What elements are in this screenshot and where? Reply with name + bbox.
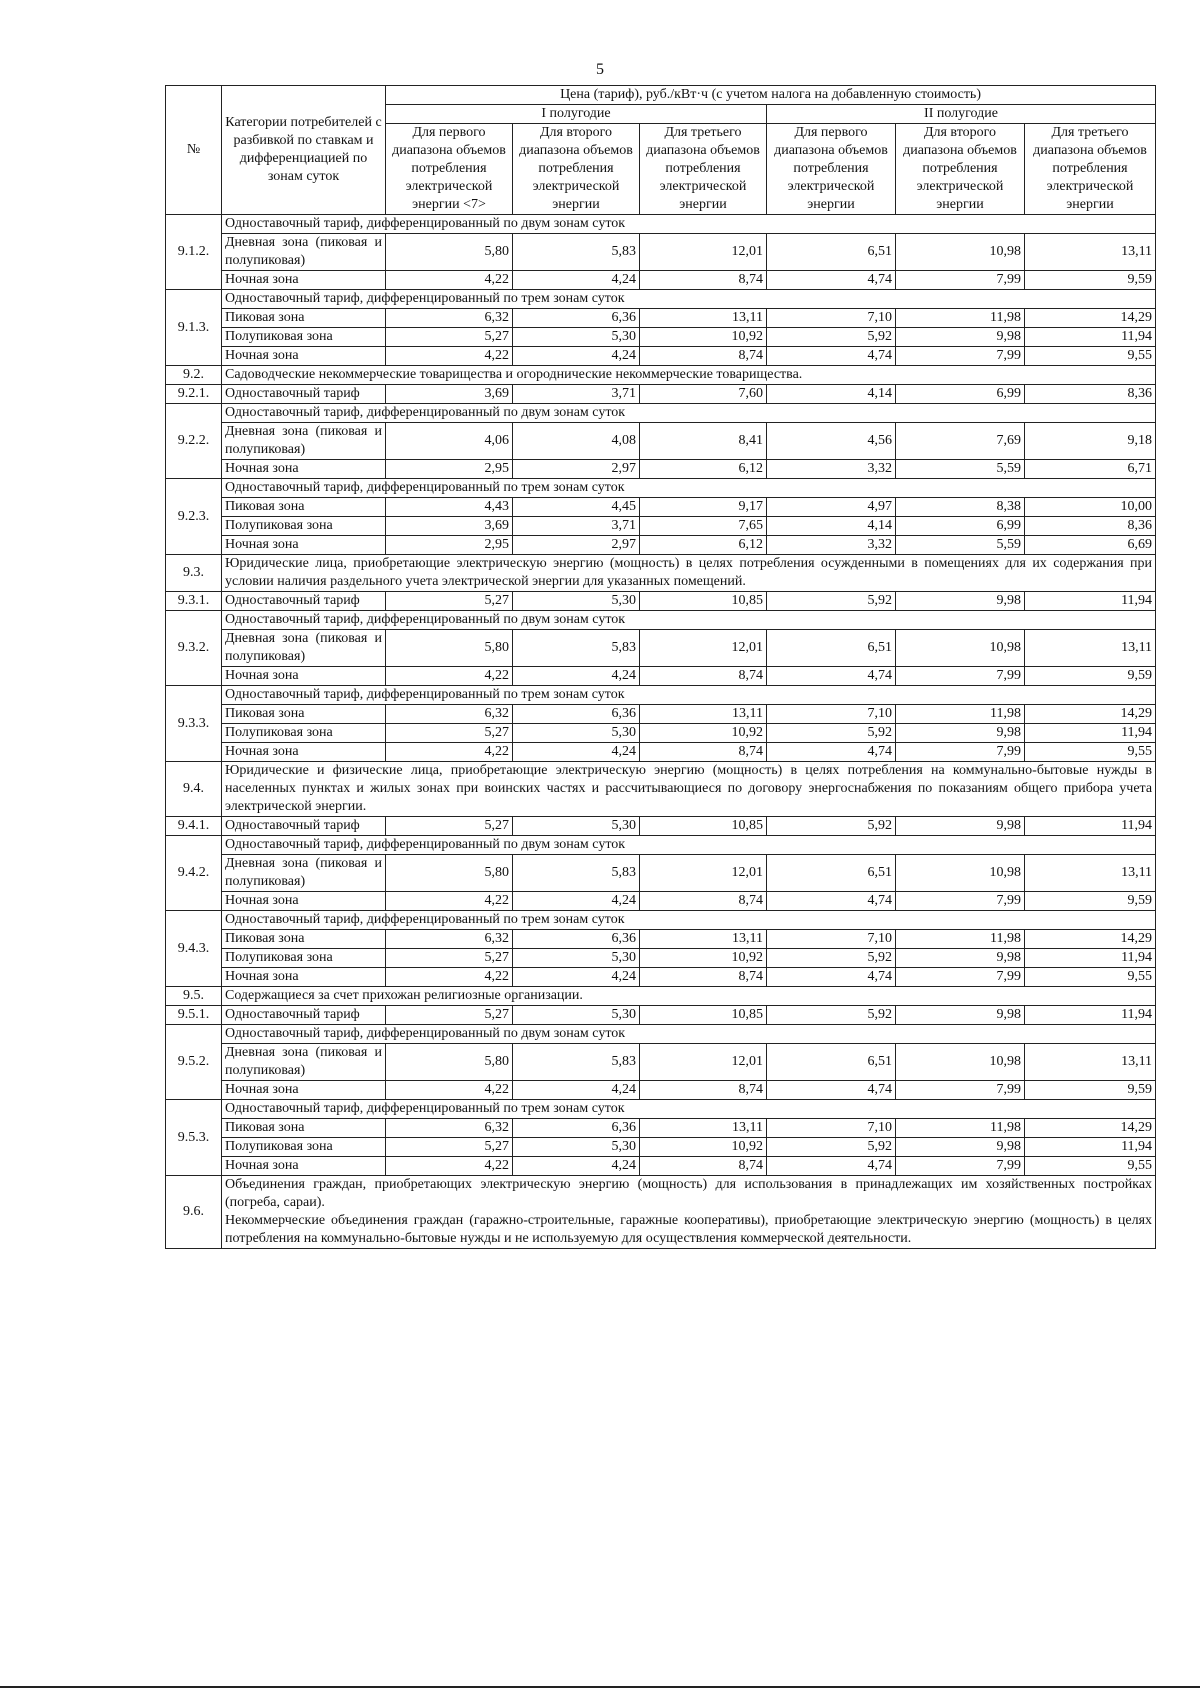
price-cell: 4,24 bbox=[513, 347, 640, 366]
zone-label: Пиковая зона bbox=[222, 705, 386, 724]
price-cell: 8,74 bbox=[640, 347, 767, 366]
price-cell: 4,74 bbox=[767, 892, 896, 911]
price-cell: 14,29 bbox=[1025, 309, 1156, 328]
price-cell: 4,24 bbox=[513, 892, 640, 911]
price-cell: 5,92 bbox=[767, 817, 896, 836]
price-cell: 9,98 bbox=[896, 592, 1025, 611]
row-number: 9.2.3. bbox=[166, 479, 222, 555]
zone-label: Дневная зона (пиковая и полупиковая) bbox=[222, 234, 386, 271]
table-row bbox=[166, 743, 1156, 762]
table-row bbox=[166, 1100, 1156, 1119]
range-header: Для третьего диапазона объемов потребления электрической энергии bbox=[1025, 124, 1156, 215]
price-cell: 7,10 bbox=[767, 930, 896, 949]
price-cell: 4,14 bbox=[767, 517, 896, 536]
zone-label: Полупиковая зона bbox=[222, 328, 386, 347]
zone-label: Пиковая зона bbox=[222, 309, 386, 328]
price-cell: 8,74 bbox=[640, 667, 767, 686]
tariff-type: Одноставочный тариф, дифференцированный по трем зонам суток bbox=[222, 479, 1156, 498]
tariff-type: Одноставочный тариф, дифференцированный по двум зонам суток bbox=[222, 1025, 1156, 1044]
price-cell: 5,27 bbox=[386, 1006, 513, 1025]
row-number: 9.1.3. bbox=[166, 290, 222, 366]
price-cell: 4,24 bbox=[513, 1081, 640, 1100]
header-row bbox=[166, 86, 1156, 105]
zone-label: Дневная зона (пиковая и полупиковая) bbox=[222, 423, 386, 460]
row-number: 9.2.1. bbox=[166, 385, 222, 404]
price-cell: 8,38 bbox=[896, 498, 1025, 517]
price-cell: 9,98 bbox=[896, 949, 1025, 968]
price-cell: 5,83 bbox=[513, 855, 640, 892]
zone-label: Ночная зона bbox=[222, 1157, 386, 1176]
price-cell: 7,99 bbox=[896, 892, 1025, 911]
price-cell: 4,56 bbox=[767, 423, 896, 460]
price-cell: 3,32 bbox=[767, 536, 896, 555]
tariff-type: Одноставочный тариф, дифференцированный по трем зонам суток bbox=[222, 686, 1156, 705]
price-cell: 13,11 bbox=[1025, 855, 1156, 892]
price-cell: 12,01 bbox=[640, 234, 767, 271]
row-number: 9.4.3. bbox=[166, 911, 222, 987]
price-cell: 9,17 bbox=[640, 498, 767, 517]
bottom-rule bbox=[0, 1686, 1200, 1688]
price-cell: 5,27 bbox=[386, 592, 513, 611]
price-cell: 6,12 bbox=[640, 536, 767, 555]
price-cell: 5,27 bbox=[386, 1138, 513, 1157]
row-number: 9.3.1. bbox=[166, 592, 222, 611]
table-row bbox=[166, 1138, 1156, 1157]
price-cell: 8,41 bbox=[640, 423, 767, 460]
price-cell: 10,92 bbox=[640, 949, 767, 968]
zone-label: Полупиковая зона bbox=[222, 724, 386, 743]
price-cell: 3,71 bbox=[513, 517, 640, 536]
table-row bbox=[166, 855, 1156, 892]
price-cell: 11,98 bbox=[896, 309, 1025, 328]
row-number: 9.3.3. bbox=[166, 686, 222, 762]
price-cell: 7,65 bbox=[640, 517, 767, 536]
price-cell: 6,36 bbox=[513, 309, 640, 328]
section-row bbox=[166, 366, 1156, 385]
table-row bbox=[166, 630, 1156, 667]
price-cell: 10,98 bbox=[896, 855, 1025, 892]
price-cell: 4,22 bbox=[386, 743, 513, 762]
price-cell: 4,43 bbox=[386, 498, 513, 517]
price-cell: 2,97 bbox=[513, 460, 640, 479]
price-cell: 14,29 bbox=[1025, 1119, 1156, 1138]
price-cell: 9,59 bbox=[1025, 667, 1156, 686]
zone-label: Дневная зона (пиковая и полупиковая) bbox=[222, 855, 386, 892]
price-cell: 4,22 bbox=[386, 271, 513, 290]
price-cell: 11,94 bbox=[1025, 328, 1156, 347]
price-cell: 6,32 bbox=[386, 1119, 513, 1138]
price-cell: 5,30 bbox=[513, 328, 640, 347]
section-title: Садоводческие некоммерческие товарищества и огороднические некоммерческие товарищества. bbox=[222, 366, 1156, 385]
price-cell: 9,98 bbox=[896, 817, 1025, 836]
table-row bbox=[166, 309, 1156, 328]
price-cell: 3,69 bbox=[386, 385, 513, 404]
price-cell: 12,01 bbox=[640, 855, 767, 892]
price-cell: 9,55 bbox=[1025, 1157, 1156, 1176]
price-cell: 8,74 bbox=[640, 271, 767, 290]
table-row bbox=[166, 423, 1156, 460]
price-cell: 13,11 bbox=[640, 309, 767, 328]
price-cell: 7,99 bbox=[896, 667, 1025, 686]
row-number: 9.4. bbox=[166, 762, 222, 817]
price-cell: 11,98 bbox=[896, 1119, 1025, 1138]
row-number: 9.5.2. bbox=[166, 1025, 222, 1100]
section-row bbox=[166, 1176, 1156, 1249]
zone-label: Полупиковая зона bbox=[222, 949, 386, 968]
table-row bbox=[166, 705, 1156, 724]
price-cell: 5,30 bbox=[513, 1006, 640, 1025]
price-cell: 5,92 bbox=[767, 724, 896, 743]
price-cell: 4,06 bbox=[386, 423, 513, 460]
price-cell: 12,01 bbox=[640, 630, 767, 667]
price-cell: 3,32 bbox=[767, 460, 896, 479]
table-row bbox=[166, 892, 1156, 911]
section-row bbox=[166, 555, 1156, 592]
price-cell: 5,83 bbox=[513, 1044, 640, 1081]
price-cell: 4,24 bbox=[513, 1157, 640, 1176]
price-cell: 6,51 bbox=[767, 234, 896, 271]
price-cell: 9,59 bbox=[1025, 1081, 1156, 1100]
price-cell: 4,74 bbox=[767, 347, 896, 366]
price-cell: 10,98 bbox=[896, 1044, 1025, 1081]
row-number: 9.4.1. bbox=[166, 817, 222, 836]
price-cell: 5,27 bbox=[386, 817, 513, 836]
section-title: Юридические лица, приобретающие электрическую энергию (мощность) в целях потребления осужденными в помещениях для их содержания при условии наличия раздельного учета электрической энергии для указанных помещений. bbox=[222, 555, 1156, 592]
zone-label: Пиковая зона bbox=[222, 930, 386, 949]
table-row bbox=[166, 1081, 1156, 1100]
row-number: 9.5.3. bbox=[166, 1100, 222, 1176]
price-cell: 4,08 bbox=[513, 423, 640, 460]
table-row bbox=[166, 1025, 1156, 1044]
price-cell: 13,11 bbox=[1025, 234, 1156, 271]
price-cell: 5,83 bbox=[513, 630, 640, 667]
price-cell: 13,11 bbox=[640, 1119, 767, 1138]
price-cell: 2,95 bbox=[386, 536, 513, 555]
price-cell: 11,98 bbox=[896, 705, 1025, 724]
price-cell: 3,71 bbox=[513, 385, 640, 404]
zone-label: Ночная зона bbox=[222, 1081, 386, 1100]
table-row bbox=[166, 517, 1156, 536]
price-cell: 4,24 bbox=[513, 667, 640, 686]
price-cell: 6,32 bbox=[386, 930, 513, 949]
row-number: 9.2.2. bbox=[166, 404, 222, 479]
price-cell: 13,11 bbox=[640, 930, 767, 949]
price-cell: 5,92 bbox=[767, 1006, 896, 1025]
price-cell: 4,74 bbox=[767, 1081, 896, 1100]
price-cell: 4,22 bbox=[386, 968, 513, 987]
price-cell: 7,60 bbox=[640, 385, 767, 404]
table-row bbox=[166, 385, 1156, 404]
price-cell: 7,99 bbox=[896, 743, 1025, 762]
price-cell: 11,98 bbox=[896, 930, 1025, 949]
table-row bbox=[166, 724, 1156, 743]
price-cell: 5,27 bbox=[386, 328, 513, 347]
tariff-type: Одноставочный тариф, дифференцированный по трем зонам суток bbox=[222, 1100, 1156, 1119]
section-paragraph: Некоммерческие объединения граждан (гаражно-строительные, гаражные кооперативы), приобретающие электрическую энергию (мощность) в целях потребления на коммунально-бытовые нужды и не используемую для осуществления коммерческой деятельности. bbox=[225, 1213, 1153, 1246]
price-cell: 7,69 bbox=[896, 423, 1025, 460]
price-cell: 13,11 bbox=[1025, 630, 1156, 667]
price-cell: 4,14 bbox=[767, 385, 896, 404]
price-cell: 6,99 bbox=[896, 517, 1025, 536]
range-header: Для второго диапазона объемов потребления электрической энергии bbox=[513, 124, 640, 215]
section-title bbox=[222, 1176, 1156, 1249]
price-cell: 10,98 bbox=[896, 234, 1025, 271]
price-cell: 5,83 bbox=[513, 234, 640, 271]
price-cell: 5,92 bbox=[767, 1138, 896, 1157]
zone-label: Ночная зона bbox=[222, 743, 386, 762]
zone-label: Пиковая зона bbox=[222, 1119, 386, 1138]
range-header: Для первого диапазона объемов потребления электрической энергии <7> bbox=[386, 124, 513, 215]
row-number: 9.3. bbox=[166, 555, 222, 592]
price-cell: 5,30 bbox=[513, 1138, 640, 1157]
price-cell: 5,27 bbox=[386, 949, 513, 968]
tariff-type: Одноставочный тариф, дифференцированный по двум зонам суток bbox=[222, 215, 1156, 234]
price-cell: 11,94 bbox=[1025, 949, 1156, 968]
price-cell: 6,51 bbox=[767, 1044, 896, 1081]
table-row bbox=[166, 347, 1156, 366]
table-row bbox=[166, 611, 1156, 630]
zone-label: Ночная зона bbox=[222, 968, 386, 987]
page-number: 5 bbox=[596, 61, 604, 78]
price-cell: 13,11 bbox=[640, 705, 767, 724]
price-cell: 6,51 bbox=[767, 630, 896, 667]
price-cell: 5,27 bbox=[386, 724, 513, 743]
price-cell: 2,97 bbox=[513, 536, 640, 555]
tariff-type: Одноставочный тариф, дифференцированный по двум зонам суток bbox=[222, 404, 1156, 423]
price-cell: 11,94 bbox=[1025, 592, 1156, 611]
price-cell: 6,69 bbox=[1025, 536, 1156, 555]
row-number: 9.5.1. bbox=[166, 1006, 222, 1025]
price-cell: 4,22 bbox=[386, 892, 513, 911]
price-cell: 5,30 bbox=[513, 817, 640, 836]
zone-label: Ночная зона bbox=[222, 667, 386, 686]
price-cell: 6,71 bbox=[1025, 460, 1156, 479]
table-row bbox=[166, 949, 1156, 968]
zone-label: Ночная зона bbox=[222, 460, 386, 479]
price-cell: 5,80 bbox=[386, 855, 513, 892]
price-cell: 9,98 bbox=[896, 1006, 1025, 1025]
price-cell: 8,74 bbox=[640, 968, 767, 987]
table-row bbox=[166, 1119, 1156, 1138]
range-header: Для третьего диапазона объемов потребления электрической энергии bbox=[640, 124, 767, 215]
zone-label: Пиковая зона bbox=[222, 498, 386, 517]
price-cell: 10,92 bbox=[640, 724, 767, 743]
table-row bbox=[166, 1157, 1156, 1176]
table-row bbox=[166, 215, 1156, 234]
table-row bbox=[166, 271, 1156, 290]
price-cell: 7,99 bbox=[896, 968, 1025, 987]
price-cell: 9,59 bbox=[1025, 271, 1156, 290]
price-cell: 11,94 bbox=[1025, 724, 1156, 743]
table-row bbox=[166, 404, 1156, 423]
section-title: Содержащиеся за счет прихожан религиозные организации. bbox=[222, 987, 1156, 1006]
price-cell: 10,92 bbox=[640, 328, 767, 347]
table-row bbox=[166, 234, 1156, 271]
price-cell: 11,94 bbox=[1025, 1006, 1156, 1025]
table-row bbox=[166, 498, 1156, 517]
price-cell: 14,29 bbox=[1025, 705, 1156, 724]
price-cell: 10,92 bbox=[640, 1138, 767, 1157]
category-header: Категории потребителей с разбивкой по ставкам и дифференциацией по зонам суток bbox=[222, 86, 386, 215]
price-cell: 4,97 bbox=[767, 498, 896, 517]
zone-label: Дневная зона (пиковая и полупиковая) bbox=[222, 630, 386, 667]
zone-label: Одноставочный тариф bbox=[222, 385, 386, 404]
zone-label: Полупиковая зона bbox=[222, 1138, 386, 1157]
price-cell: 7,99 bbox=[896, 1081, 1025, 1100]
price-cell: 5,92 bbox=[767, 949, 896, 968]
price-cell: 6,36 bbox=[513, 930, 640, 949]
half-year-1-header: I полугодие bbox=[386, 105, 767, 124]
price-cell: 10,85 bbox=[640, 817, 767, 836]
price-cell: 12,01 bbox=[640, 1044, 767, 1081]
price-cell: 2,95 bbox=[386, 460, 513, 479]
price-cell: 5,30 bbox=[513, 724, 640, 743]
table-row bbox=[166, 1044, 1156, 1081]
zone-label: Дневная зона (пиковая и полупиковая) bbox=[222, 1044, 386, 1081]
price-cell: 5,30 bbox=[513, 949, 640, 968]
table-row bbox=[166, 592, 1156, 611]
price-cell: 5,80 bbox=[386, 234, 513, 271]
price-cell: 6,99 bbox=[896, 385, 1025, 404]
price-cell: 4,74 bbox=[767, 1157, 896, 1176]
price-cell: 5,80 bbox=[386, 1044, 513, 1081]
price-cell: 4,45 bbox=[513, 498, 640, 517]
price-cell: 4,74 bbox=[767, 667, 896, 686]
price-cell: 9,55 bbox=[1025, 968, 1156, 987]
price-cell: 8,36 bbox=[1025, 517, 1156, 536]
price-cell: 3,69 bbox=[386, 517, 513, 536]
price-cell: 5,30 bbox=[513, 592, 640, 611]
row-number: 9.5. bbox=[166, 987, 222, 1006]
tariff-type: Одноставочный тариф, дифференцированный по трем зонам суток bbox=[222, 290, 1156, 309]
table-row bbox=[166, 536, 1156, 555]
price-cell: 4,74 bbox=[767, 271, 896, 290]
zone-label: Ночная зона bbox=[222, 892, 386, 911]
price-cell: 5,59 bbox=[896, 536, 1025, 555]
price-cell: 9,55 bbox=[1025, 743, 1156, 762]
price-cell: 14,29 bbox=[1025, 930, 1156, 949]
zone-label: Одноставочный тариф bbox=[222, 1006, 386, 1025]
price-cell: 9,59 bbox=[1025, 892, 1156, 911]
table-row bbox=[166, 290, 1156, 309]
tariff-table bbox=[165, 85, 1156, 1249]
table-row bbox=[166, 836, 1156, 855]
price-cell: 10,85 bbox=[640, 592, 767, 611]
price-cell: 11,94 bbox=[1025, 1138, 1156, 1157]
price-cell: 6,12 bbox=[640, 460, 767, 479]
price-cell: 9,98 bbox=[896, 724, 1025, 743]
table-row bbox=[166, 968, 1156, 987]
price-cell: 4,24 bbox=[513, 271, 640, 290]
price-cell: 8,74 bbox=[640, 892, 767, 911]
row-number: 9.6. bbox=[166, 1176, 222, 1249]
price-cell: 5,80 bbox=[386, 630, 513, 667]
price-cell: 7,10 bbox=[767, 309, 896, 328]
range-header: Для первого диапазона объемов потребления электрической энергии bbox=[767, 124, 896, 215]
number-header: № bbox=[166, 86, 222, 215]
tariff-type: Одноставочный тариф, дифференцированный по трем зонам суток bbox=[222, 911, 1156, 930]
price-cell: 5,92 bbox=[767, 592, 896, 611]
table-row bbox=[166, 1006, 1156, 1025]
table-row bbox=[166, 686, 1156, 705]
table-row bbox=[166, 667, 1156, 686]
price-cell: 8,36 bbox=[1025, 385, 1156, 404]
price-cell: 4,22 bbox=[386, 347, 513, 366]
price-cell: 10,85 bbox=[640, 1006, 767, 1025]
price-cell: 4,22 bbox=[386, 1157, 513, 1176]
price-cell: 10,00 bbox=[1025, 498, 1156, 517]
price-cell: 6,32 bbox=[386, 705, 513, 724]
table-row bbox=[166, 460, 1156, 479]
price-header: Цена (тариф), руб./кВт·ч (с учетом налога на добавленную стоимость) bbox=[386, 86, 1156, 105]
price-cell: 4,74 bbox=[767, 743, 896, 762]
range-header: Для второго диапазона объемов потребления электрической энергии bbox=[896, 124, 1025, 215]
price-cell: 4,74 bbox=[767, 968, 896, 987]
price-cell: 6,36 bbox=[513, 1119, 640, 1138]
price-cell: 6,51 bbox=[767, 855, 896, 892]
price-cell: 9,55 bbox=[1025, 347, 1156, 366]
price-cell: 4,24 bbox=[513, 968, 640, 987]
tariff-type: Одноставочный тариф, дифференцированный по двум зонам суток bbox=[222, 611, 1156, 630]
price-cell: 9,98 bbox=[896, 1138, 1025, 1157]
table-row bbox=[166, 930, 1156, 949]
half-year-2-header: II полугодие bbox=[767, 105, 1156, 124]
price-cell: 9,18 bbox=[1025, 423, 1156, 460]
price-cell: 8,74 bbox=[640, 743, 767, 762]
section-row bbox=[166, 987, 1156, 1006]
row-number: 9.4.2. bbox=[166, 836, 222, 911]
price-cell: 8,74 bbox=[640, 1081, 767, 1100]
price-cell: 4,24 bbox=[513, 743, 640, 762]
price-cell: 7,99 bbox=[896, 1157, 1025, 1176]
zone-label: Ночная зона bbox=[222, 347, 386, 366]
price-cell: 5,59 bbox=[896, 460, 1025, 479]
table-row bbox=[166, 328, 1156, 347]
price-cell: 9,98 bbox=[896, 328, 1025, 347]
table-row bbox=[166, 817, 1156, 836]
price-cell: 4,22 bbox=[386, 1081, 513, 1100]
section-row bbox=[166, 762, 1156, 817]
price-cell: 5,92 bbox=[767, 328, 896, 347]
zone-label: Ночная зона bbox=[222, 271, 386, 290]
section-title: Юридические и физические лица, приобретающие электрическую энергию (мощность) в целях потребления на коммунально-бытовые нужды в населенных пунктах и жилых зонах при воинских частях и рассчитывающиеся по договору энергоснабжения по показаниям общего прибора учета электрической энергии. bbox=[222, 762, 1156, 817]
price-cell: 6,36 bbox=[513, 705, 640, 724]
tariff-type: Одноставочный тариф, дифференцированный по двум зонам суток bbox=[222, 836, 1156, 855]
table-row bbox=[166, 911, 1156, 930]
price-cell: 7,99 bbox=[896, 271, 1025, 290]
zone-label: Ночная зона bbox=[222, 536, 386, 555]
price-cell: 13,11 bbox=[1025, 1044, 1156, 1081]
zone-label: Одноставочный тариф bbox=[222, 817, 386, 836]
price-cell: 8,74 bbox=[640, 1157, 767, 1176]
section-paragraph: Объединения граждан, приобретающих электрическую энергию (мощность) для использования в принадлежащих им хозяйственных постройках (погреба, сараи). bbox=[225, 1177, 1153, 1210]
price-cell: 7,10 bbox=[767, 1119, 896, 1138]
row-number: 9.3.2. bbox=[166, 611, 222, 686]
price-cell: 6,32 bbox=[386, 309, 513, 328]
price-cell: 4,22 bbox=[386, 667, 513, 686]
price-cell: 7,10 bbox=[767, 705, 896, 724]
price-cell: 10,98 bbox=[896, 630, 1025, 667]
table-row bbox=[166, 479, 1156, 498]
zone-label: Одноставочный тариф bbox=[222, 592, 386, 611]
price-cell: 7,99 bbox=[896, 347, 1025, 366]
row-number: 9.1.2. bbox=[166, 215, 222, 290]
row-number: 9.2. bbox=[166, 366, 222, 385]
price-cell: 11,94 bbox=[1025, 817, 1156, 836]
zone-label: Полупиковая зона bbox=[222, 517, 386, 536]
